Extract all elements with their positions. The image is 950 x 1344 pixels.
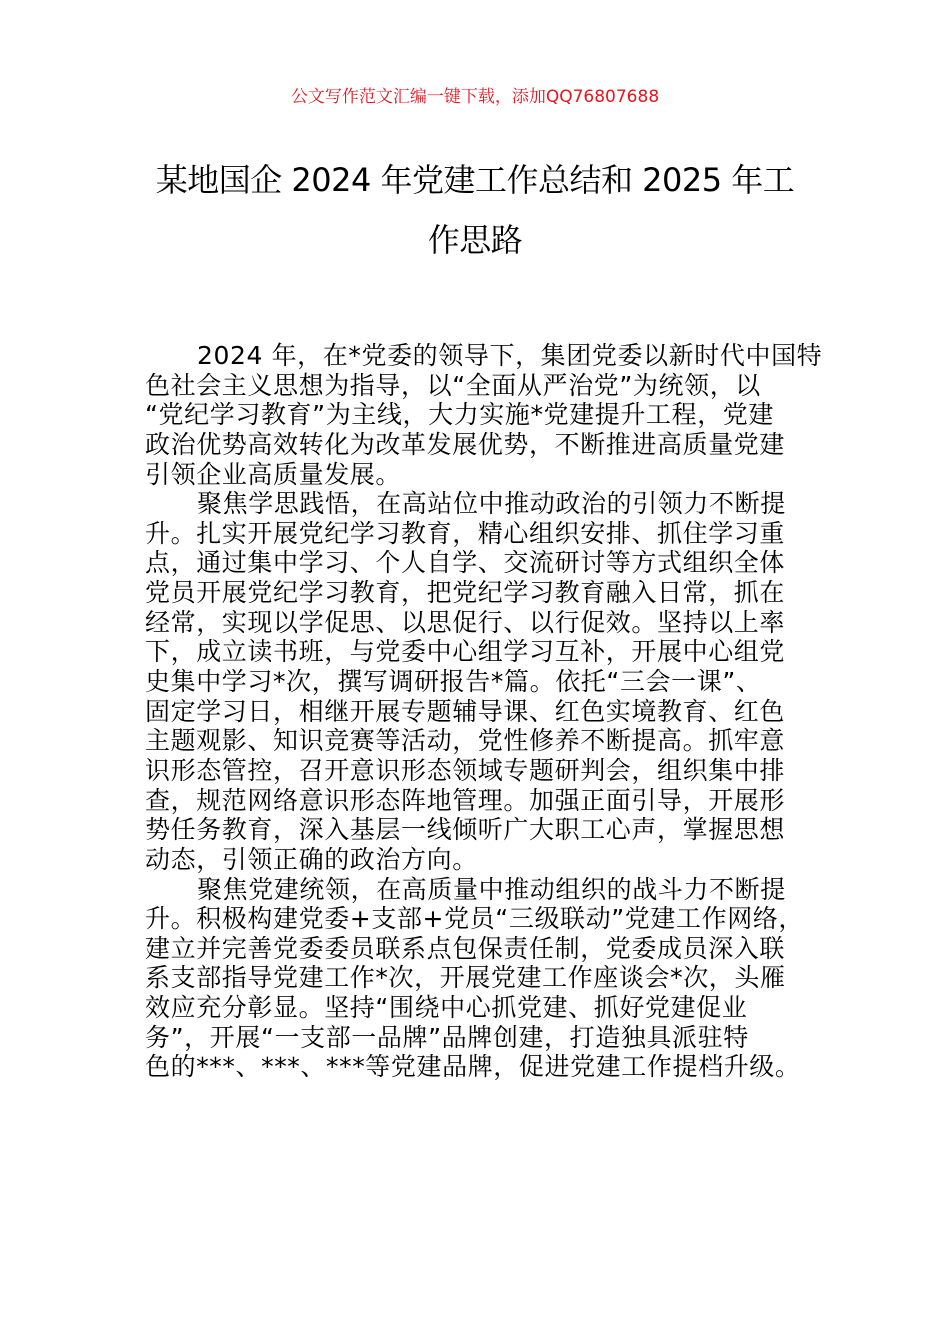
paragraph-political-leadership: [145, 489, 810, 874]
text-line: 聚焦党建统领，在高质量中推动组织的战斗力不断提: [197, 874, 786, 904]
text-line: 引领企业高质量发展。: [145, 459, 402, 489]
text-line: “党纪学习教育”为主线，大力实施*党建提升工程，党建: [145, 400, 775, 430]
text-line: 升。扎实开展党纪学习教育，精心组织安排、抓住学习重: [145, 518, 786, 548]
text-line: 经常，实现以学促思、以思促行、以行促效。坚持以上率: [145, 607, 786, 637]
text-line: 势任务教育，深入基层一线倾听广大职工心声，掌握思想: [145, 815, 786, 845]
document-title-line-2: 作思路: [427, 221, 523, 259]
text-line: 党员开展党纪学习教育，把党纪学习教育融入日常，抓在: [145, 578, 786, 608]
text-line: 政治优势高效转化为改革发展优势，不断推进高质量党建: [145, 429, 786, 459]
paragraph-organizational-strength: [145, 875, 810, 1082]
text-line: 系支部指导党建工作*次，开展党建工作座谈会*次，头雁: [145, 963, 786, 993]
text-line: 2024 年，在*党委的领导下，集团党委以新时代中国特: [197, 341, 823, 370]
text-line: 主题观影、知识竞赛等活动，党性修养不断提高。抓牢意: [145, 726, 786, 756]
text-line: 效应充分彰显。坚持“围绕中心抓党建、抓好党建促业: [145, 993, 748, 1023]
document-title: [130, 150, 820, 270]
text-line: 色的***、***、***等党建品牌，促进党建工作提档升级。: [145, 1052, 801, 1082]
download-promo-banner: 公文写作范文汇编一键下载，添加QQ76807688: [290, 87, 660, 107]
text-line: 聚焦学思践悟，在高站位中推动政治的引领力不断提: [197, 489, 786, 519]
text-line: 色社会主义思想为指导，以“全面从严治党”为统领，以: [145, 370, 761, 400]
document-title-line-1: 某地国企 2024 年党建工作总结和 2025 年工: [155, 161, 795, 199]
text-line: 史集中学习*次，撰写调研报告*篇。依托“三会一课”、: [145, 667, 762, 697]
paragraph-intro: [145, 341, 823, 489]
text-line: 识形态管控，召开意识形态领域专题研判会，组织集中排: [145, 755, 786, 785]
text-line: 点，通过集中学习、个人自学、交流研讨等方式组织全体: [145, 548, 786, 578]
text-line: 务”，开展“一支部一品牌”品牌创建，打造独具派驻特: [145, 1022, 749, 1052]
text-line: 下，成立读书班，与党委中心组学习互补，开展中心组党: [145, 637, 786, 667]
text-line: 查，规范网络意识形态阵地管理。加强正面引导，开展形: [145, 785, 786, 815]
text-line: 建立并完善党委委员联系点包保责任制，党委成员深入联: [145, 933, 786, 963]
text-line: 动态，引领正确的政治方向。: [145, 844, 478, 874]
text-line: 固定学习日，相继开展专题辅导课、红色实境教育、红色: [145, 696, 786, 726]
text-line: 升。积极构建党委+支部+党员“三级联动”党建工作网络，: [145, 904, 804, 934]
document-body: [145, 341, 823, 1082]
